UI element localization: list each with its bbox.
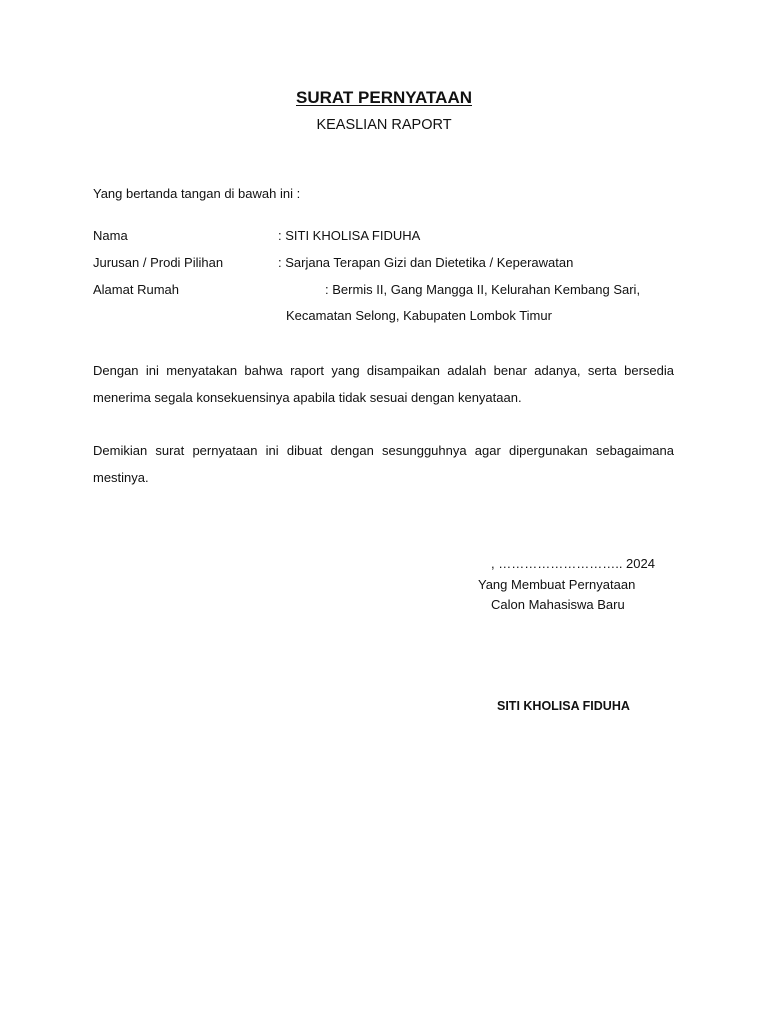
intro-text: Yang bertanda tangan di bawah ini : [93, 186, 301, 201]
field-label-alamat: Alamat Rumah [93, 282, 179, 297]
field-label-jurusan: Jurusan / Prodi Pilihan [93, 255, 224, 270]
field-label-nama: Nama [93, 228, 128, 243]
field-value-alamat-line2: Kecamatan Selong, Kabupaten Lombok Timur [286, 308, 552, 323]
closing-paragraph: Demikian surat pernyataan ini dibuat dengan sesungguhnya agar dipergunakan sebagaimana mestinya. [93, 443, 674, 485]
document-subtitle: KEASLIAN RAPORT [316, 117, 452, 133]
field-value-alamat-line1: : Bermis II, Gang Mangga II, Kelurahan Kembang Sari, [325, 282, 641, 297]
signature-name: SITI KHOLISA FIDUHA [497, 699, 630, 713]
signature-date: , ……………………….. 2024 [491, 556, 655, 571]
field-value-jurusan: : Sarjana Terapan Gizi dan Dietetika / Keperawatan [278, 255, 574, 270]
statement-paragraph: Dengan ini menyatakan bahwa raport yang disampaikan adalah benar adanya, serta bersedia menerima segala konsekuensinya apabila tidak sesuai dengan kenyataan. [93, 363, 674, 405]
signature-role: Yang Membuat Pernyataan [478, 577, 636, 592]
signature-status: Calon Mahasiswa Baru [491, 597, 625, 612]
field-value-nama: : SITI KHOLISA FIDUHA [278, 228, 421, 243]
document-title: SURAT PERNYATAAN [296, 88, 472, 107]
